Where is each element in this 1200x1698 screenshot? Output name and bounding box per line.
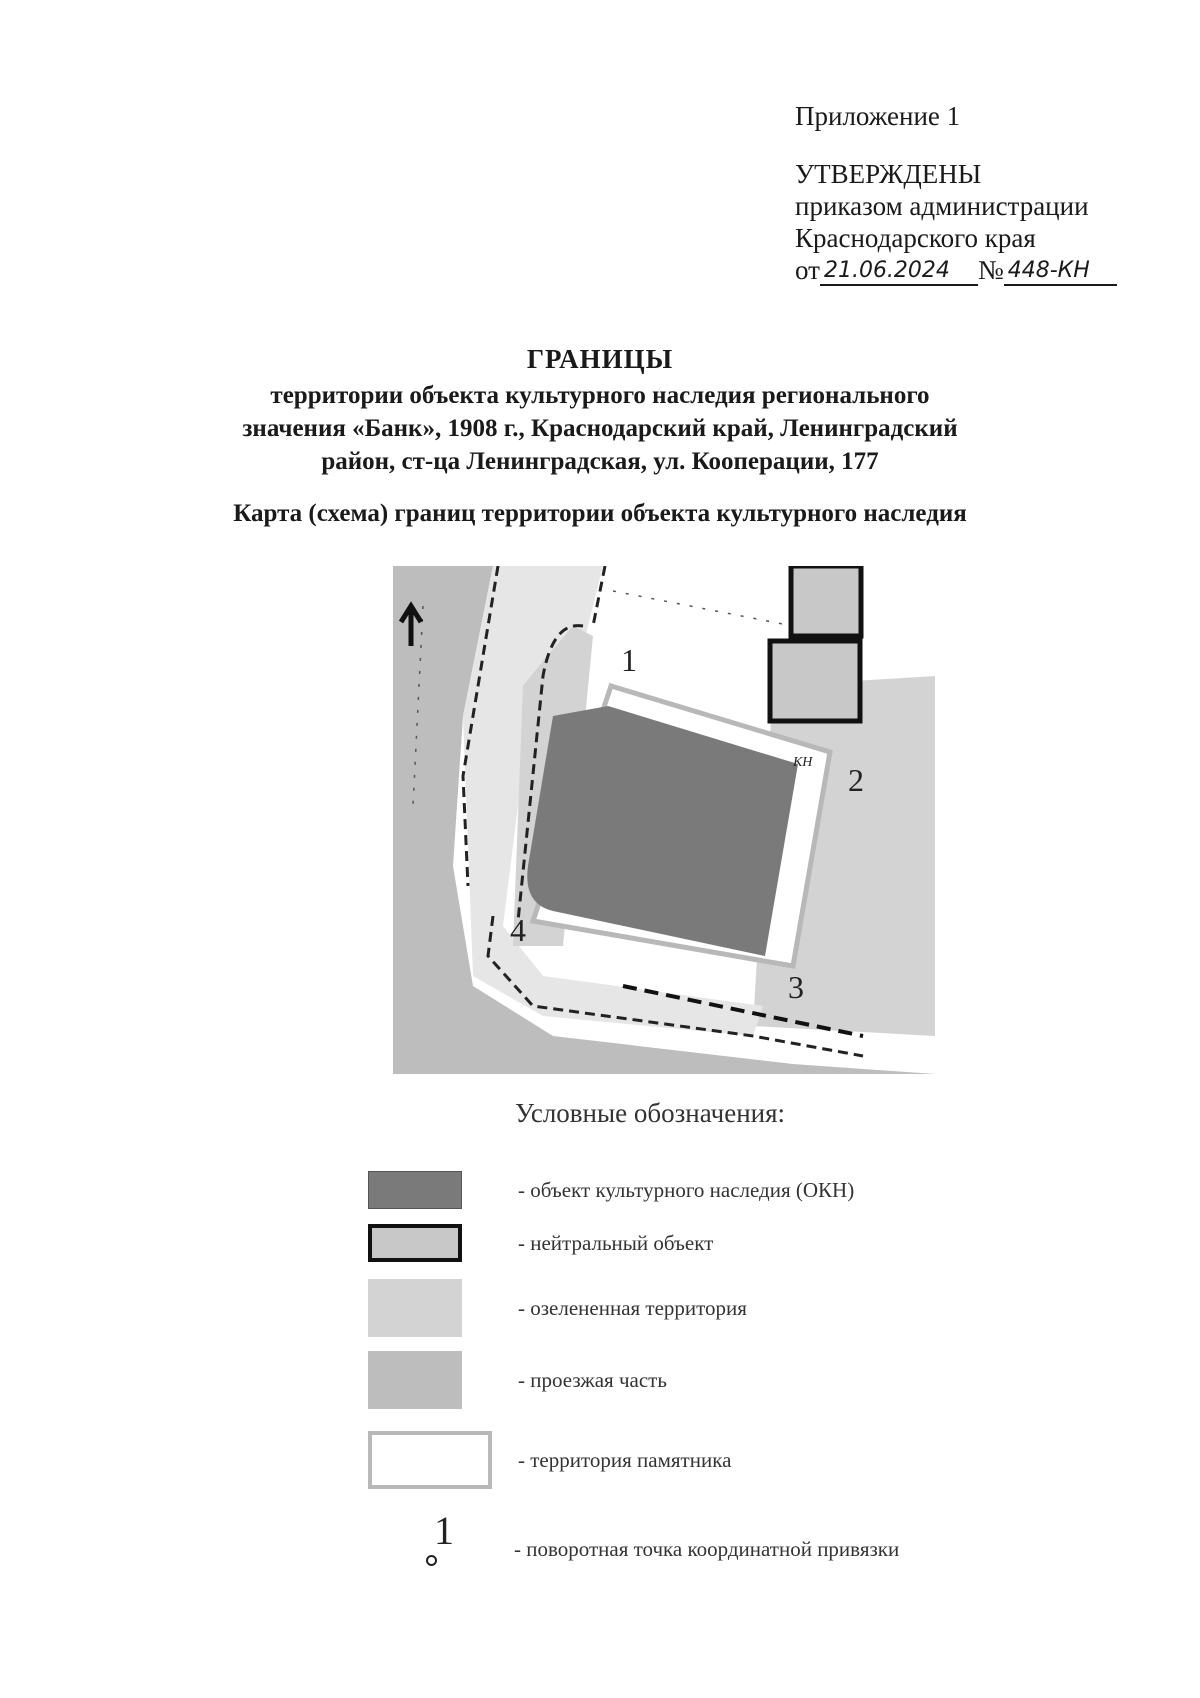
territory-swatch [368,1431,492,1489]
legend-label-road: - проезжая часть [518,1367,667,1392]
point-4-label: 4 [510,912,526,948]
kn-label: КН [793,755,813,770]
legend-item-territory [368,1430,1068,1490]
object-description: территории объекта культурного наследия регионального значения «Банк», 1908 г., Краснодарский край, Ленинградский район, ст-ца Ленинградская, ул. Кооперации, 177 [242,382,958,475]
number-label: № [977,255,1004,285]
turning-point-icon [426,1555,437,1566]
legend-label-turning-point: - поворотная точка координатной привязки [514,1537,900,1561]
approval-block [795,100,1175,286]
point-1-label: 1 [621,642,637,678]
legend-label-territory: - территория памятника [518,1447,732,1472]
neutral-building-1 [791,566,861,636]
legend-item-road [368,1350,1068,1410]
legend-item-neutral [368,1213,1068,1273]
neutral-building-2 [770,641,860,721]
appendix-label: Приложение 1 [795,101,961,131]
legend-item-okn [368,1160,1068,1220]
legend-title: Условные обозначения: [514,1098,786,1128]
approval-line-2: Краснодарского края [795,223,1036,253]
boundary-map [393,566,935,1074]
approved-label: УТВЕРЖДЕНЫ [795,159,982,189]
legend-label-green: - озелененная территория [518,1295,747,1320]
order-number: 448-КН [1004,258,1117,286]
from-label: от [795,255,820,285]
turning-point-sample-number: 1 [434,1508,454,1553]
map-title: Карта (схема) границ территории объекта культурного наследия [233,500,967,527]
legend-item-green [368,1278,1068,1338]
okn-swatch [368,1171,462,1209]
approval-line-1: приказом администрации [795,191,1089,221]
neutral-swatch [368,1224,462,1262]
page-title: ГРАНИЦЫ [526,344,674,374]
title-block [0,344,1200,528]
legend-item-turning-point [368,1508,1068,1575]
legend-label-okn: - объект культурного наследия (ОКН) [518,1177,855,1202]
green-swatch [368,1279,462,1337]
order-line [795,254,1175,286]
road-swatch [368,1351,462,1409]
boundary-map-svg [393,566,935,1074]
point-3-label: 3 [788,969,804,1005]
point-2-label: 2 [848,762,864,798]
legend-label-neutral: - нейтральный объект [518,1230,714,1255]
order-date: 21.06.2024 [820,258,978,286]
